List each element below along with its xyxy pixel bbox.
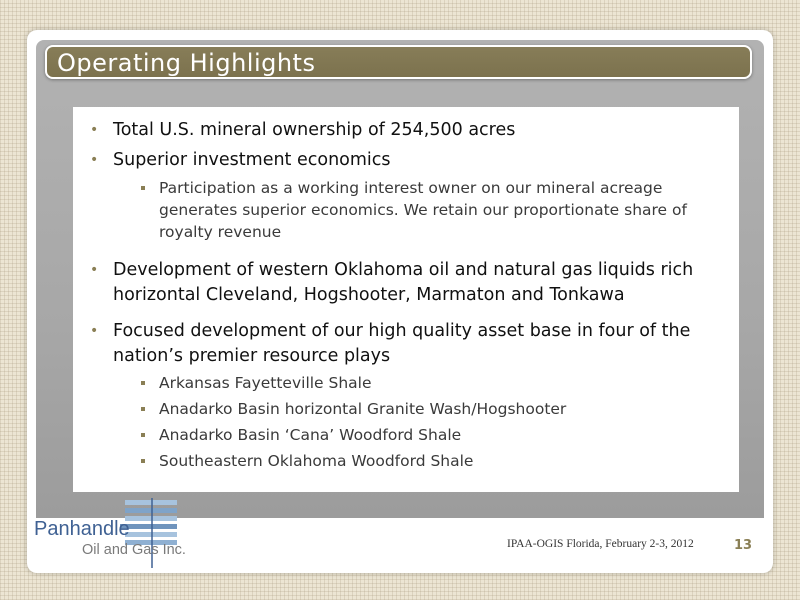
sub-bullet-item xyxy=(159,177,729,243)
sub-bullet-text: Arkansas Fayetteville Shale xyxy=(159,374,372,392)
square-bullet-icon xyxy=(141,433,145,437)
sub-bullet-item xyxy=(159,450,729,472)
page-number: 13 xyxy=(734,538,753,553)
slide-title: Operating Highlights xyxy=(57,49,316,77)
content-box xyxy=(73,107,739,492)
footer-event-text: IPAA-OGIS Florida, February 2-3, 2012 xyxy=(507,538,694,550)
sub-bullet-text: Anadarko Basin ‘Cana’ Woodford Shale xyxy=(159,426,462,444)
title-bar xyxy=(45,45,752,79)
sub-bullet-item xyxy=(159,372,729,394)
sub-bullet-text: Southeastern Oklahoma Woodford Shale xyxy=(159,452,474,470)
sub-bullet-item xyxy=(159,424,729,446)
logo-name: Panhandle xyxy=(34,518,130,540)
bullet-text: Development of western Oklahoma oil and natural gas liquids rich horizontal Cleveland, Hogshooter, Marmaton and Tonkawa xyxy=(113,260,694,305)
bullet-item xyxy=(90,258,733,308)
bullet-dot-icon: • xyxy=(90,122,99,138)
sub-bullet-text: Participation as a working interest owner on our mineral acreage generates superior economics. We retain our proportionate share of royalty revenue xyxy=(159,179,687,241)
bullet-dot-icon: • xyxy=(90,323,99,339)
company-logo xyxy=(32,498,186,568)
bullet-text: Superior investment economics xyxy=(113,150,391,170)
sub-bullet-text: Anadarko Basin horizontal Granite Wash/Hogshooter xyxy=(159,400,567,418)
bullet-dot-icon: • xyxy=(90,152,99,168)
square-bullet-icon xyxy=(141,407,145,411)
bullet-text: Focused development of our high quality asset base in four of the nation’s premier resource plays xyxy=(113,321,691,366)
bullet-dot-icon: • xyxy=(90,262,99,278)
bullet-item xyxy=(90,148,733,173)
logo-subtitle: Oil and Gas Inc. xyxy=(82,542,186,558)
square-bullet-icon xyxy=(141,381,145,385)
sub-bullet-item xyxy=(159,398,729,420)
bullet-item xyxy=(90,319,733,369)
square-bullet-icon xyxy=(141,459,145,463)
bullet-text: Total U.S. mineral ownership of 254,500 acres xyxy=(113,120,516,140)
bullet-item xyxy=(90,118,733,143)
square-bullet-icon xyxy=(141,186,145,190)
